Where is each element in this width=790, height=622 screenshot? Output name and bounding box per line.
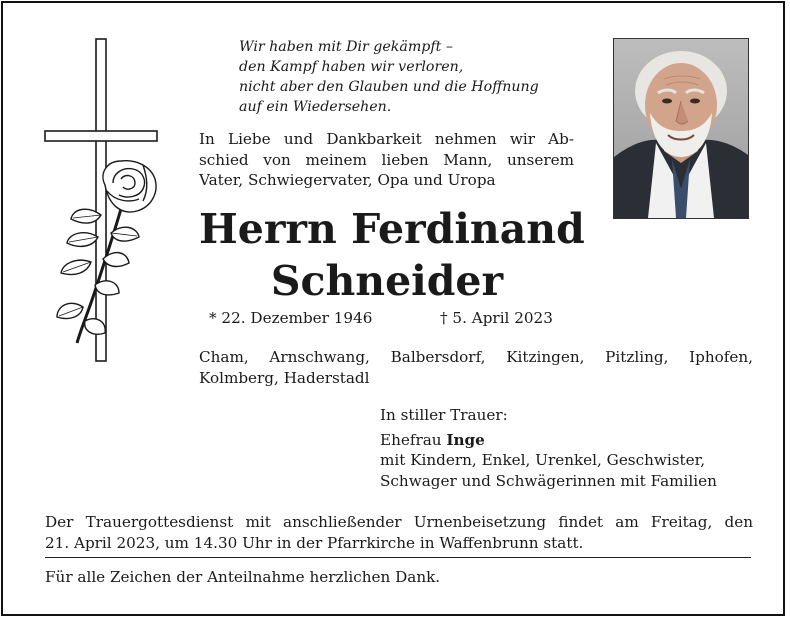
intro-line: schied von meinem lieben Mann, unserem: [199, 150, 574, 169]
intro-line: Vater, Schwiegervater, Opa und Uropa: [199, 171, 496, 189]
mourners-block: [380, 405, 717, 491]
places-line: Kolmberg, Haderstadl: [199, 368, 370, 387]
obituary-notice: [1, 1, 785, 616]
quote-line: nicht aber den Glauben und die Hoffnung: [239, 79, 539, 95]
birth-date: * 22. Dezember 1946: [209, 309, 373, 327]
places-list: [199, 347, 753, 388]
death-date: † 5. April 2023: [440, 309, 553, 327]
memorial-quote: [239, 37, 539, 117]
quote-line: auf ein Wiedersehen.: [239, 99, 392, 115]
spouse-prefix: Ehefrau: [380, 430, 442, 449]
deceased-name-line2: Schneider: [270, 257, 504, 305]
divider: [45, 557, 751, 558]
quote-line: den Kampf haben wir verloren,: [239, 59, 464, 75]
quote-line: Wir haben mit Dir gekämpft –: [239, 39, 453, 55]
family-line: Schwager und Schwägerinnen mit Familien: [380, 471, 717, 490]
spouse-name: Inge: [446, 430, 485, 449]
service-line: Der Trauergottesdienst mit anschließender Urnenbeisetzung findet am Freitag, den: [45, 513, 753, 531]
portrait-icon: [614, 39, 748, 218]
spouse-line: [380, 430, 717, 451]
service-line: 21. April 2023, um 14.30 Uhr in der Pfarrkirche in Waffenbrunn statt.: [45, 533, 584, 552]
intro-line: In Liebe und Dankbarkeit nehmen wir Ab-: [199, 130, 574, 148]
thanks-text: Für alle Zeichen der Anteilnahme herzlichen Dank.: [45, 568, 441, 586]
places-line: Cham, Arnschwang, Balbersdorf, Kitzingen, Pitzling, Iphofen,: [199, 348, 753, 366]
portrait-photo: [613, 38, 749, 219]
cross-icon: [43, 37, 161, 367]
funeral-service-info: [45, 512, 753, 553]
intro-text: [199, 129, 574, 191]
deceased-name-line1: Herrn Ferdinand: [199, 205, 585, 253]
family-line: mit Kindern, Enkel, Urenkel, Geschwister,: [380, 451, 706, 469]
mourners-heading: In stiller Trauer:: [380, 406, 508, 424]
